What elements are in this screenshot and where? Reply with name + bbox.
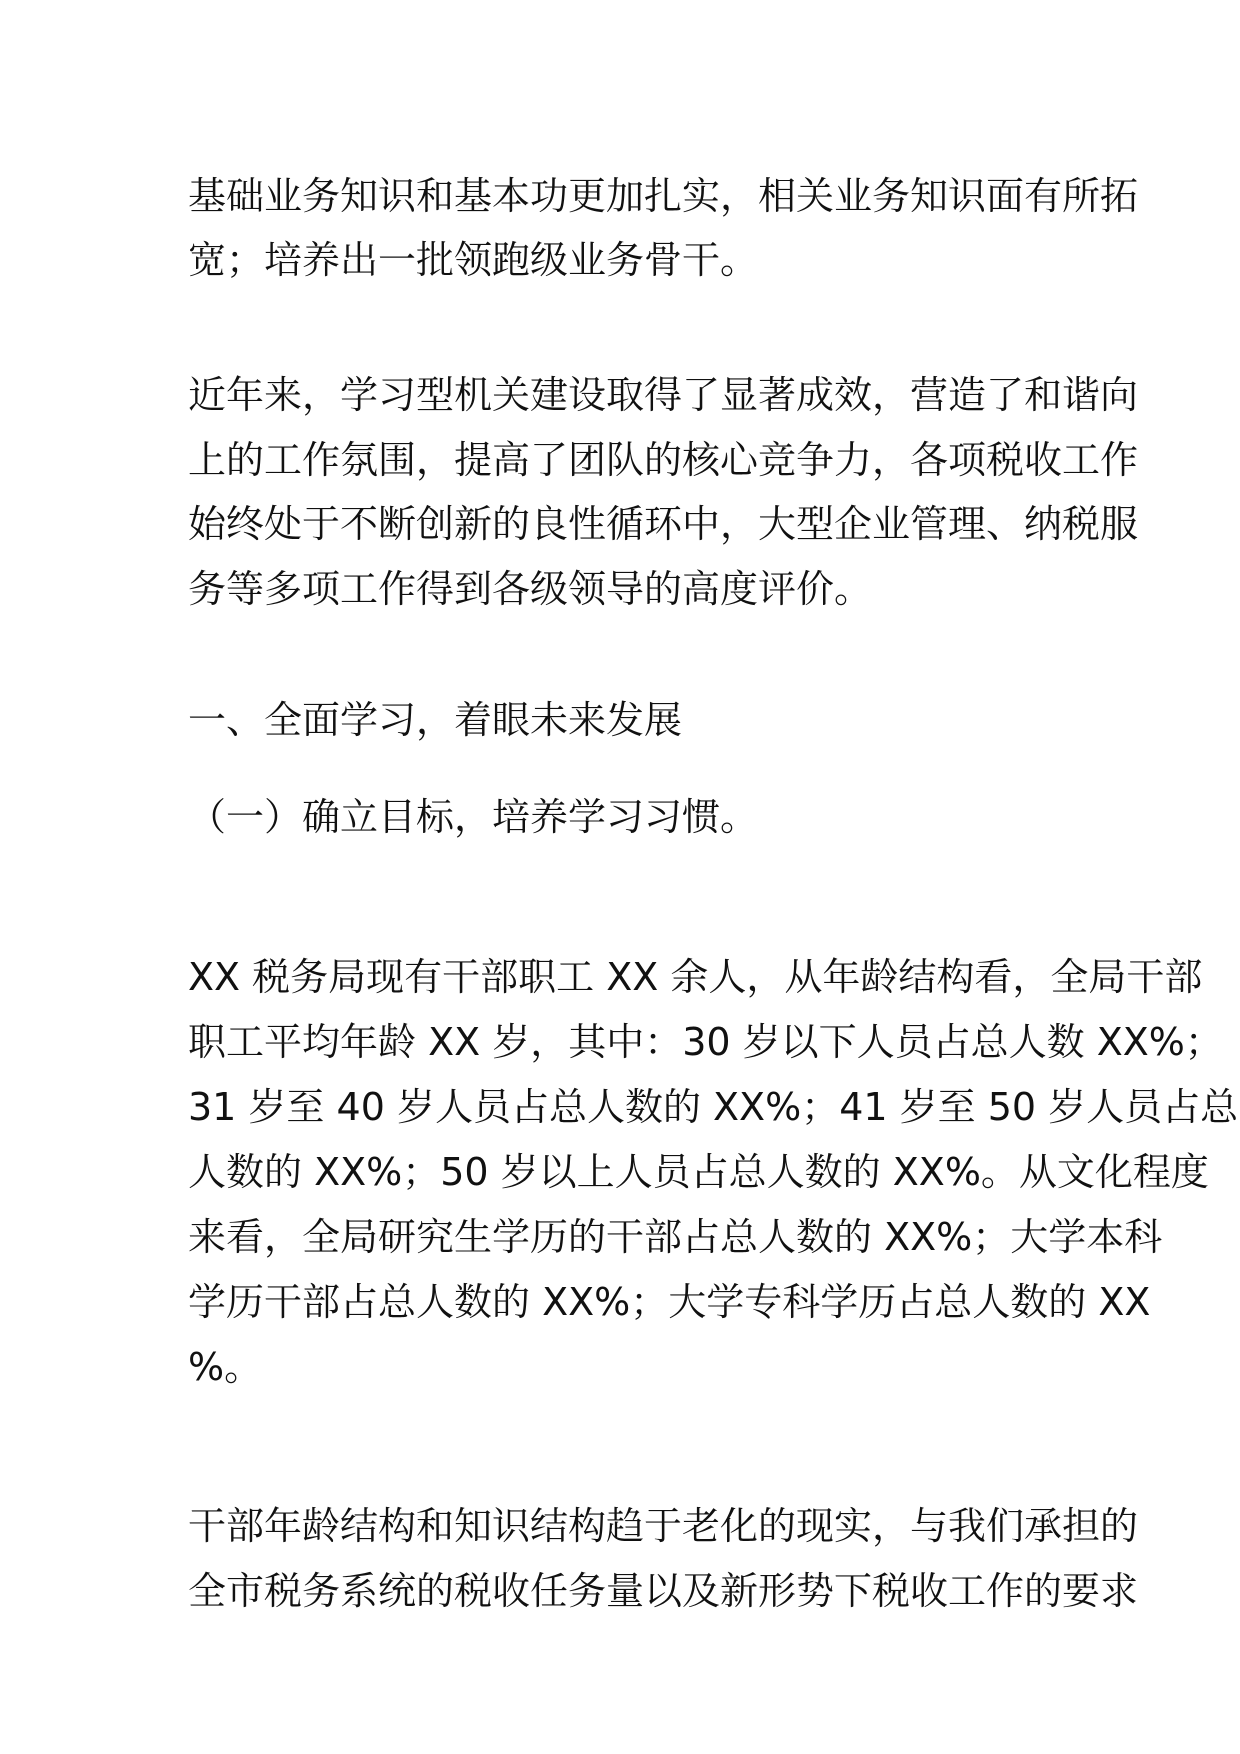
- paragraph-line: XX 税务局现有干部职工 XX 余人，从年龄结构看，全局干部: [188, 955, 1203, 999]
- paragraph-line: 近年来，学习型机关建设取得了显著成效，营造了和谐向: [188, 373, 1139, 417]
- subsection-heading: （一）确立目标，培养学习习惯。: [188, 795, 759, 839]
- paragraph-line: 宽；培养出一批领跑级业务骨干。: [188, 238, 759, 282]
- paragraph-line: 上的工作氛围，提高了团队的核心竞争力，各项税收工作: [188, 438, 1139, 482]
- paragraph-line: 务等多项工作得到各级领导的高度评价。: [188, 567, 873, 611]
- paragraph-line: 人数的 XX%；50 岁以上人员占总人数的 XX%。从文化程度: [188, 1150, 1209, 1194]
- paragraph-line: 干部年龄结构和知识结构趋于老化的现实，与我们承担的: [188, 1504, 1139, 1548]
- section-heading: 一、全面学习，着眼未来发展: [188, 698, 683, 742]
- paragraph-line: 学历干部占总人数的 XX%；大学专科学历占总人数的 XX: [188, 1280, 1151, 1324]
- paragraph-line: 职工平均年龄 XX 岁，其中：30 岁以下人员占总人数 XX%；: [188, 1020, 1223, 1064]
- paragraph-line: 基础业务知识和基本功更加扎实，相关业务知识面有所拓: [188, 174, 1139, 218]
- paragraph-line: %。: [188, 1345, 263, 1389]
- paragraph-line: 全市税务系统的税收任务量以及新形势下税收工作的要求: [188, 1569, 1139, 1613]
- paragraph-line: 31 岁至 40 岁人员占总人数的 XX%；41 岁至 50 岁人员占总: [188, 1085, 1239, 1129]
- paragraph-line: 始终处于不断创新的良性循环中，大型企业管理、纳税服: [188, 502, 1139, 546]
- paragraph-line: 来看，全局研究生学历的干部占总人数的 XX%；大学本科: [188, 1215, 1163, 1259]
